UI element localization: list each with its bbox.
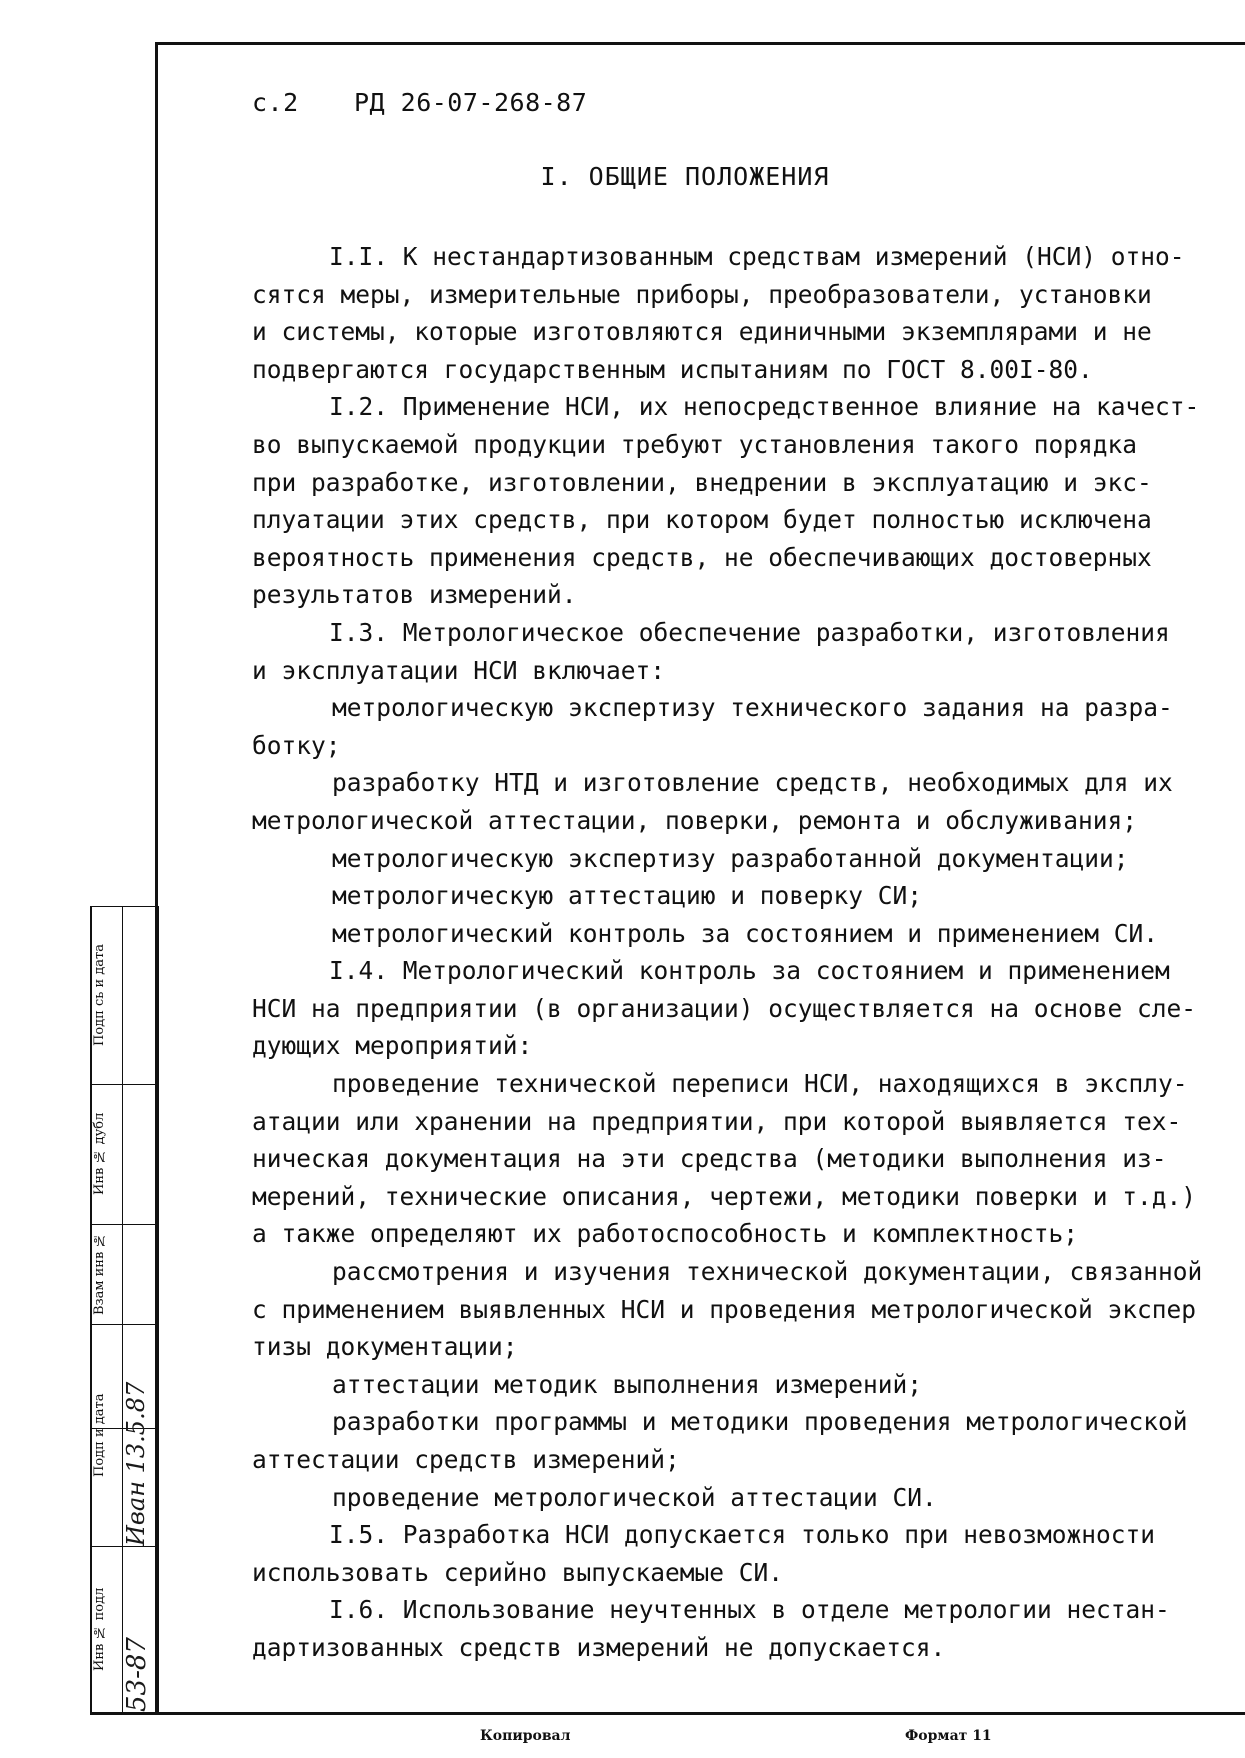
revision-stamp-strip bbox=[90, 906, 159, 1712]
document-body bbox=[252, 238, 1242, 1667]
text-line: мерений, технические описания, чертежи, методики поверки и т.д.) bbox=[252, 1181, 1197, 1211]
page-header bbox=[252, 88, 587, 117]
text-line: подвергаются государственным испытаниям по ГОСТ 8.00I-80. bbox=[252, 354, 1093, 384]
stamp-label-signature-date-2: Подп сь и дата bbox=[92, 944, 107, 1046]
text-line: НСИ на предприятии (в организации) осуществляется на основе сле- bbox=[252, 993, 1197, 1023]
document-code: РД 26-07-268-87 bbox=[354, 88, 588, 117]
text-line: разработку НТД и изготовление средств, необходимых для их bbox=[332, 768, 1173, 798]
text-line: I.6. Использование неучтенных в отделе метрологии нестан- bbox=[329, 1595, 1170, 1625]
text-line: и эксплуатации НСИ включает: bbox=[252, 655, 666, 685]
footer-copied: Копировал bbox=[480, 1728, 571, 1744]
text-line: ботку; bbox=[252, 730, 341, 760]
text-line: использовать серийно выпускаемые СИ. bbox=[252, 1557, 784, 1587]
section-title: I. ОБЩИЕ ПОЛОЖЕНИЯ bbox=[540, 162, 830, 191]
text-line: аттестации методик выполнения измерений; bbox=[332, 1369, 923, 1399]
stamp-label-signature-date: Подп и дата bbox=[92, 1393, 107, 1477]
text-line: рассмотрения и изучения технической документации, связанной bbox=[332, 1257, 1203, 1287]
text-line: проведение технической переписи НСИ, находящихся в эксплу- bbox=[332, 1069, 1188, 1099]
text-line: I.2. Применение НСИ, их непосредственное влияние на качест- bbox=[329, 392, 1200, 422]
stamp-label-original-inv: Инв № подл bbox=[92, 1587, 107, 1671]
text-line: аттестации средств измерений; bbox=[252, 1445, 680, 1474]
text-line: метрологическую аттестацию и поверку СИ; bbox=[332, 881, 923, 911]
text-line: дартизованных средств измерений не допускается. bbox=[252, 1632, 946, 1662]
frame-top-border bbox=[156, 42, 1245, 45]
text-line: метрологическую экспертизу разработанной документации; bbox=[332, 843, 1129, 873]
text-line: дующих мероприятий: bbox=[252, 1031, 533, 1061]
text-line: сятся меры, измерительные приборы, преобразователи, установки bbox=[252, 279, 1152, 309]
text-line: I.5. Разработка НСИ допускается только при невозможности bbox=[329, 1520, 1156, 1550]
text-line: метрологическую экспертизу технического задания на разра- bbox=[332, 693, 1173, 723]
text-line: тизы документации; bbox=[252, 1332, 518, 1362]
text-line: вероятность применения средств, не обеспечивающих достоверных bbox=[252, 542, 1152, 572]
text-line: ническая документация на эти средства (методики выполнения из- bbox=[252, 1144, 1167, 1174]
text-line: метрологической аттестации, поверки, ремонта и обслуживания; bbox=[252, 805, 1138, 835]
handwritten-inventory-number: 53-87 bbox=[122, 1637, 152, 1712]
text-line: и системы, которые изготовляются единичными экземплярами и не bbox=[252, 317, 1152, 347]
text-line: плуатации этих средств, при котором будет полностью исключена bbox=[252, 505, 1152, 535]
stamp-label-duplicate-inv: Инв № дубл bbox=[92, 1112, 107, 1196]
text-line: с применением выявленных НСИ и проведения метрологической экспер bbox=[252, 1294, 1197, 1324]
text-line: а также определяют их работоспособность и комплектность; bbox=[252, 1219, 1079, 1249]
handwritten-signature-date: Иван 13.5.87 bbox=[122, 1381, 150, 1546]
text-line: I.I. К нестандартизованным средствам измерений (НСИ) отно- bbox=[329, 242, 1185, 271]
footer-format: Формат 11 bbox=[905, 1728, 992, 1744]
text-line: результатов измерений. bbox=[252, 580, 577, 610]
stamp-label-replacement-inv: Взам инв № bbox=[92, 1232, 107, 1316]
text-line: разработки программы и методики проведения метрологической bbox=[332, 1407, 1188, 1437]
page-number: с.2 bbox=[252, 88, 299, 117]
text-line: I.4. Метрологический контроль за состоянием и применением bbox=[329, 956, 1170, 986]
text-line: проведение метрологической аттестации СИ. bbox=[332, 1482, 937, 1512]
frame-bottom-border bbox=[90, 1712, 1245, 1715]
text-line: I.3. Метрологическое обеспечение разработки, изготовления bbox=[329, 617, 1170, 647]
text-line: при разработке, изготовлении, внедрении в эксплуатацию и экс- bbox=[252, 467, 1152, 497]
text-line: метрологический контроль за состоянием и применением СИ. bbox=[332, 918, 1159, 948]
text-line: атации или хранении на предприятии, при которой выявляется тех- bbox=[252, 1106, 1182, 1136]
text-line: во выпускаемой продукции требуют установления такого порядка bbox=[252, 429, 1138, 459]
